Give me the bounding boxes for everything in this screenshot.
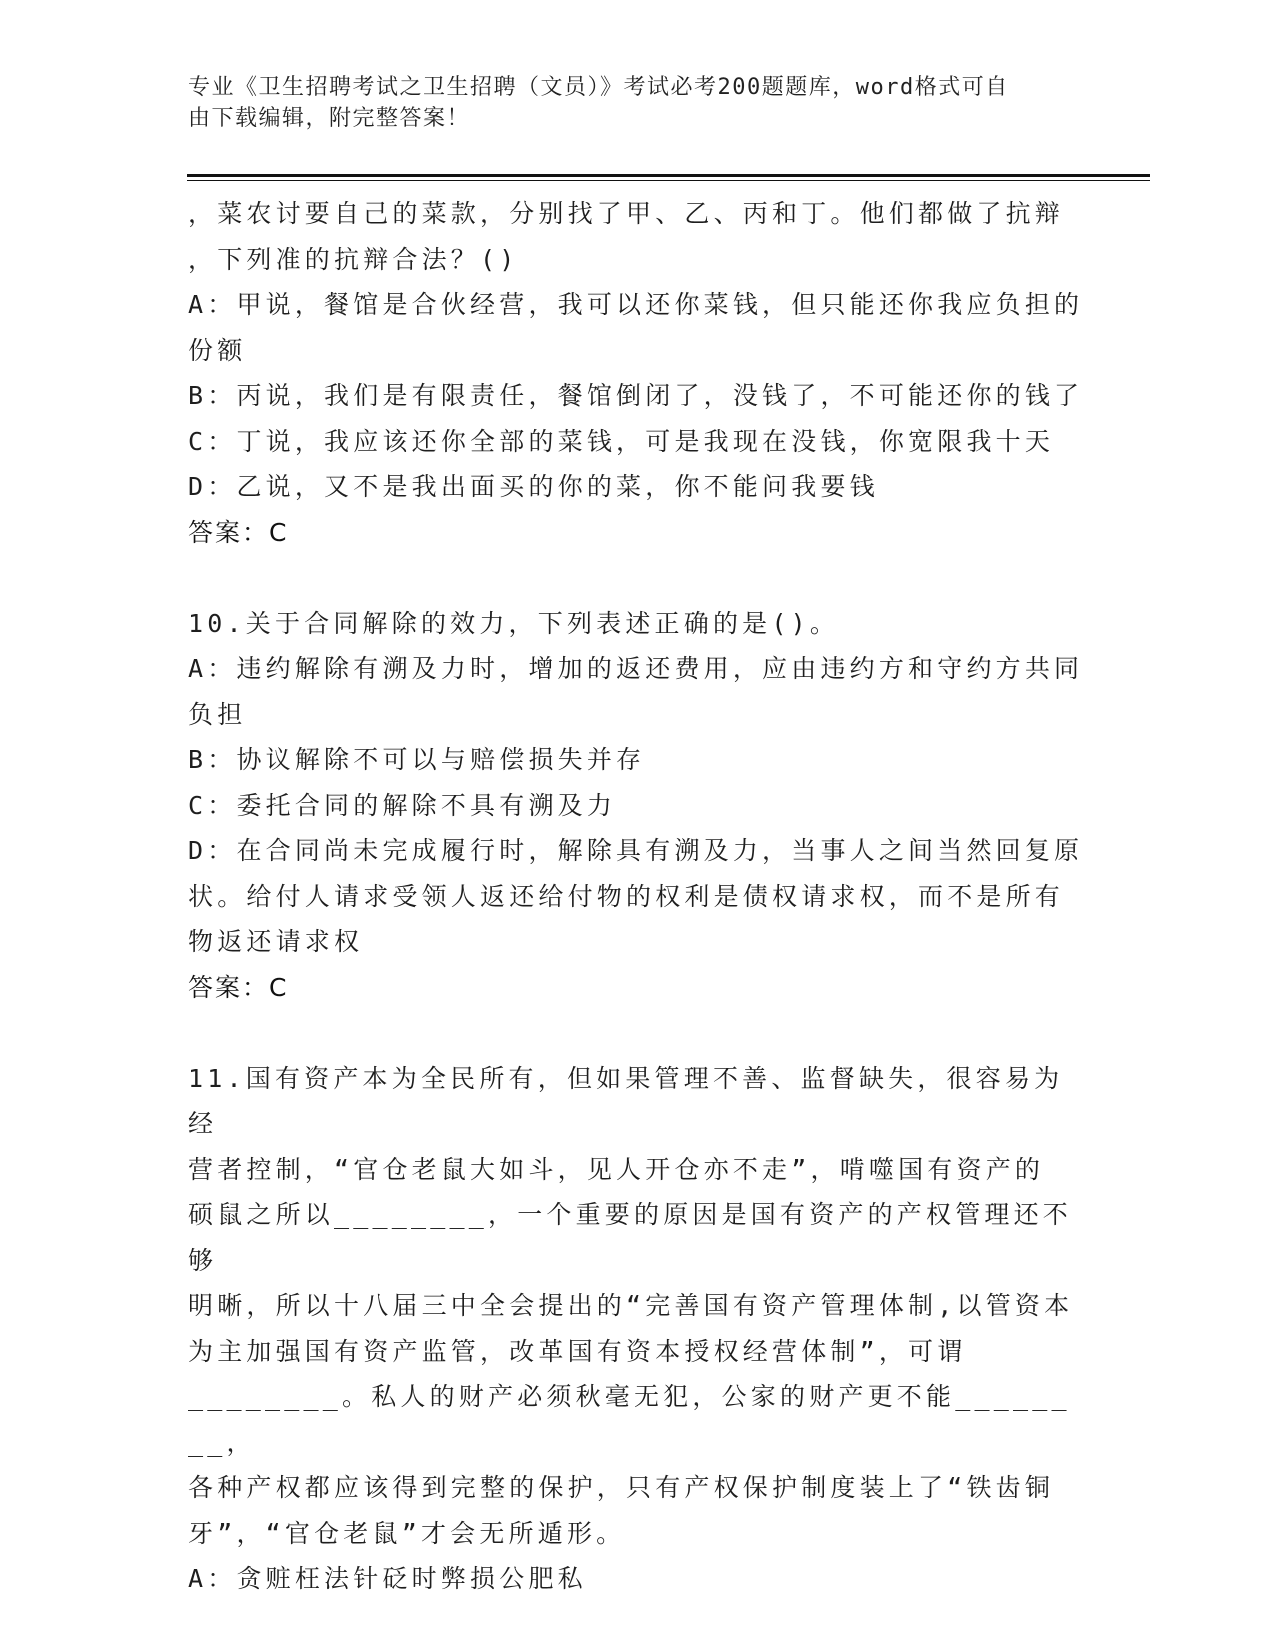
- question-11: [188, 1056, 1088, 1602]
- option-d-continued: 物返还请求权: [188, 927, 364, 956]
- option-d-continued: 状。给付人请求受领人返还给付物的权利是债权请求权，而不是所有: [188, 881, 1065, 911]
- question-text: 硕鼠之所以________，一个重要的原因是国有资产的产权管理还不够: [188, 1200, 1073, 1275]
- question-text: 牙”，“官仓老鼠”才会无所遁形。: [188, 1518, 626, 1548]
- option-a: A：违约解除有溯及力时，增加的返还费用，应由违约方和守约方共同: [188, 654, 1084, 683]
- question-text: 明晰，所以十八届三中全会提出的“完善国有资产管理体制,以管资本: [188, 1291, 1074, 1320]
- spacer: [188, 1010, 1088, 1056]
- option-b: B：丙说，我们是有限责任，餐馆倒闭了，没钱了，不可能还你的钱了: [188, 381, 1084, 410]
- question-text: 营者控制，“官仓老鼠大如斗，见人开仓亦不走”，啃噬国有资产的: [188, 1154, 1045, 1184]
- option-b: B：协议解除不可以与赔偿损失并存: [188, 745, 646, 774]
- page-header: [188, 72, 1068, 134]
- header-divider-thin: [187, 180, 1150, 181]
- option-d: D：乙说，又不是我出面买的你的菜，你不能问我要钱: [188, 472, 879, 501]
- answer-label: 答案：C: [188, 517, 289, 547]
- question-9: [188, 191, 1088, 555]
- option-c: C：委托合同的解除不具有溯及力: [188, 790, 617, 820]
- question-text: 为主加强国有资产监管，改革国有资本授权经营体制”，可谓: [188, 1336, 967, 1366]
- option-a: A：甲说，餐馆是合伙经营，我可以还你菜钱，但只能还你我应负担的: [188, 290, 1084, 319]
- option-a-continued: 份额: [188, 335, 247, 365]
- option-a-continued: 负担: [188, 699, 247, 729]
- question-text: 各种产权都应该得到完整的保护，只有产权保护制度装上了“铁齿铜: [188, 1473, 1055, 1502]
- question-text: 10.关于合同解除的效力，下列表述正确的是()。: [188, 608, 840, 638]
- question-text: ，下列准的抗辩合法？(): [188, 244, 519, 274]
- option-d: D：在合同尚未完成履行时，解除具有溯及力，当事人之间当然回复原: [188, 836, 1084, 865]
- header-line-1: 专业《卫生招聘考试之卫生招聘（文员）》考试必考200题题库，word格式可自: [188, 75, 1009, 100]
- question-text: ________。私人的财产必须秋毫无犯，公家的财产更不能________，: [188, 1382, 1071, 1457]
- question-text: ，菜农讨要自己的菜款，分别找了甲、乙、丙和丁。他们都做了抗辩: [188, 199, 1065, 228]
- document-body: [188, 191, 1088, 1602]
- question-text: 11.国有资产本为全民所有，但如果管理不善、监督缺失，很容易为经: [188, 1063, 1064, 1138]
- answer-label: 答案：C: [188, 972, 289, 1002]
- question-10: [188, 601, 1088, 1011]
- header-divider: [187, 174, 1150, 177]
- header-line-2: 由下载编辑，附完整答案！: [188, 106, 471, 131]
- option-c: C：丁说，我应该还你全部的菜钱，可是我现在没钱，你宽限我十天: [188, 426, 1055, 456]
- option-a: A：贪赃枉法针砭时弊损公肥私: [188, 1564, 587, 1593]
- spacer: [188, 555, 1088, 601]
